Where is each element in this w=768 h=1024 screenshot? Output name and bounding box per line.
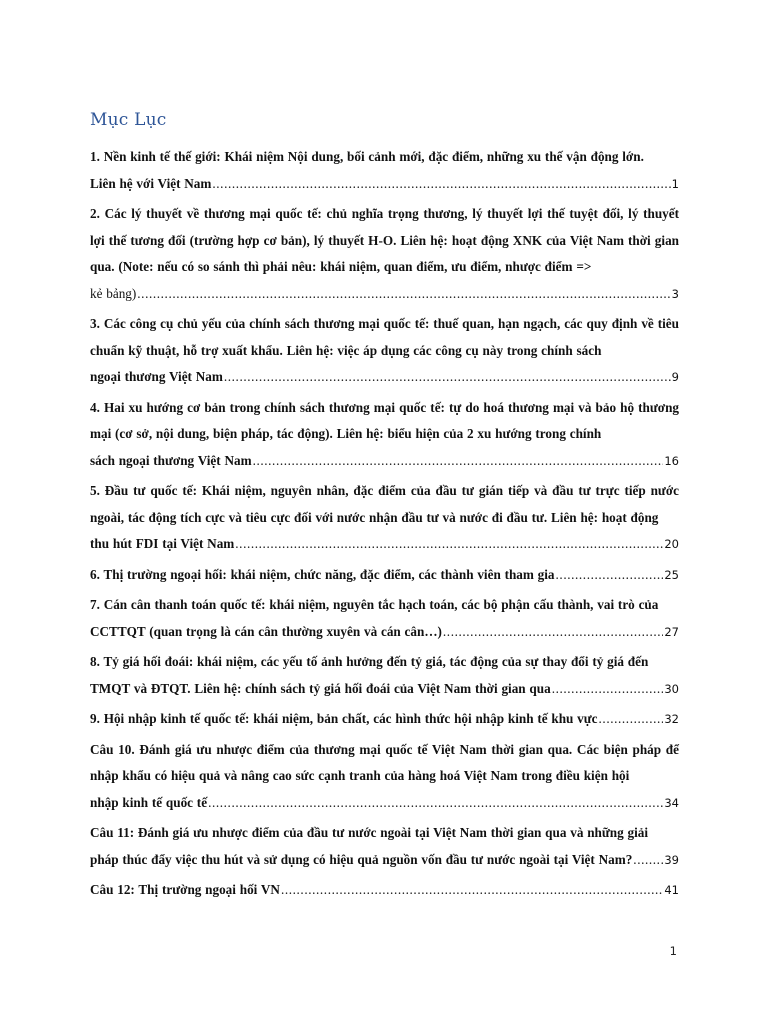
toc-entry-tail: Câu 12: Thị trường ngoại hối VN: [90, 882, 280, 897]
dot-leader: [208, 790, 663, 817]
dot-leader: [443, 619, 663, 646]
toc-entry-text: 3. Các công cụ chủ yếu của chính sách thương mại quốc tế: thuế quan, hạn ngạch, các quy định về tiêu chuẩn kỹ thuật, hỗ trợ xuất khẩu. Liên hệ: việc áp dụng các công cụ này trong chính sách: [90, 316, 679, 358]
dot-leader: [253, 448, 664, 475]
toc-entry-last-line: [90, 877, 679, 904]
toc-page-number: 32: [664, 712, 679, 726]
toc-page-number: 3: [671, 286, 679, 301]
toc-entry-11[interactable]: [90, 820, 679, 873]
toc-entry-text: 4. Hai xu hướng cơ bản trong chính sách thương mại quốc tế: tự do hoá thương mại và bảo hộ thương mại (cơ sở, nội dung, biện pháp, tác động). Liên hệ: biểu hiện của 2 xu hướng trong chính: [90, 399, 679, 441]
table-of-contents: [90, 144, 679, 908]
toc-entry-last-line: [90, 790, 679, 817]
toc-entry-10[interactable]: [90, 737, 679, 817]
toc-entry-tail: thu hút FDI tại Việt Nam: [90, 536, 235, 551]
toc-entry-12[interactable]: [90, 877, 679, 904]
toc-entry-text: 1. Nền kinh tế thế giới: Khái niệm Nội dung, bối cảnh mới, đặc điểm, những xu thế vận động lớn.: [90, 149, 644, 164]
toc-entry-9[interactable]: [90, 706, 679, 733]
toc-entry-7[interactable]: [90, 592, 679, 645]
toc-entry-2[interactable]: [90, 201, 679, 307]
toc-entry-last-line: [90, 619, 679, 646]
toc-entry-tail: CCTTQT (quan trọng là cán cân thường xuyên và cán cân…): [90, 623, 442, 639]
toc-entry-text: 8. Tỷ giá hối đoái: khái niệm, các yếu tố ảnh hưởng đến tỷ giá, tác động của sự thay đổi tỷ giá đến: [90, 654, 649, 669]
toc-entry-tail: sách ngoại thương Việt Nam: [90, 452, 252, 468]
toc-entry-last-line: [90, 676, 679, 703]
toc-entry-tail: 9. Hội nhập kinh tế quốc tế: khái niệm, bản chất, các hình thức hội nhập kinh tế khu vực: [90, 711, 598, 726]
toc-entry-text: 5. Đầu tư quốc tế: Khái niệm, nguyên nhân, đặc điểm của đầu tư gián tiếp và đầu tư trực tiếp nước ngoài, tác động tích cực và tiêu cực đối với nước nhận đầu tư và nước đi đầu tư. Liên hệ: hoạt động: [90, 483, 679, 525]
toc-entry-text: Câu 11: Đánh giá ưu nhược điểm của đầu tư nước ngoài tại Việt Nam thời gian qua và những giải: [90, 825, 649, 840]
dot-leader: [633, 847, 663, 874]
toc-page-number: 39: [664, 852, 679, 867]
toc-entry-tail: ngoại thương Việt Nam: [90, 369, 223, 384]
toc-entry-5[interactable]: [90, 478, 679, 558]
toc-entry-last-line: [90, 847, 679, 874]
toc-entry-last-line: [90, 562, 679, 589]
toc-page-number: 30: [664, 681, 679, 696]
toc-entry-last-line: [90, 281, 679, 308]
toc-entry-6[interactable]: [90, 562, 679, 589]
toc-title: Mục Lục: [90, 110, 167, 130]
toc-entry-tail: nhập kinh tế quốc tế: [90, 794, 208, 810]
dot-leader: [281, 877, 663, 904]
toc-page-number: 20: [664, 537, 679, 551]
toc-entry-last-line: [90, 706, 679, 733]
toc-entry-tail: pháp thúc đẩy việc thu hút và sử dụng có hiệu quả nguồn vốn đầu tư nước ngoài tại Việt Nam?: [90, 851, 633, 867]
dot-leader: [137, 281, 670, 308]
toc-entry-text: 7. Cán cân thanh toán quốc tế: khái niệm, nguyên tắc hạch toán, các bộ phận cấu thành, vai trò của: [90, 597, 659, 612]
toc-entry-text: Câu 10. Đánh giá ưu nhược điểm của thương mại quốc tế Việt Nam thời gian qua. Các biện pháp để nhập khẩu có hiệu quả và nâng cao sức cạnh tranh của hàng hoá Việt Nam trong điều kiện hội: [90, 741, 679, 783]
dot-leader: [599, 706, 664, 733]
page-number: 1: [669, 944, 677, 958]
toc-entry-tail: TMQT và ĐTQT. Liên hệ: chính sách tỷ giá hối đoái của Việt Nam thời gian qua: [90, 680, 551, 696]
toc-entry-last-line: [90, 171, 679, 198]
toc-page-number: 16: [664, 453, 679, 468]
dot-leader: [224, 364, 671, 391]
toc-entry-8[interactable]: [90, 649, 679, 702]
toc-entry-text: 2. Các lý thuyết về thương mại quốc tế: chủ nghĩa trọng thương, lý thuyết lợi thế tuyệt đối, lý thuyết lợi thế tương đối (trường hợp cơ bản), lý thuyết H-O. Liên hệ: hoạt động XNK của Việt Nam thời gian qua. (Note: nếu có so sánh thì phải nêu: khái niệm, quan điểm, ưu điểm, nhược điểm =>: [90, 206, 679, 274]
toc-entry-1[interactable]: [90, 144, 679, 197]
dot-leader: [212, 171, 670, 198]
toc-page-number: 27: [664, 624, 679, 639]
toc-entry-4[interactable]: [90, 395, 679, 475]
dot-leader: [556, 562, 664, 589]
toc-page-number: 25: [664, 567, 679, 582]
dot-leader: [235, 531, 663, 558]
dot-leader: [552, 676, 664, 703]
toc-entry-last-line: [90, 531, 679, 558]
toc-page-number: 41: [664, 883, 679, 897]
toc-entry-3[interactable]: [90, 311, 679, 391]
toc-page-number: 34: [664, 795, 679, 810]
toc-page-number: 9: [671, 370, 679, 384]
toc-entry-tail: 6. Thị trường ngoại hối: khái niệm, chức năng, đặc điểm, các thành viên tham gia: [90, 566, 555, 582]
toc-entry-tail: Liên hệ với Việt Nam: [90, 175, 212, 191]
toc-entry-last-line: [90, 448, 679, 475]
toc-entry-tail: kẻ bảng): [90, 285, 137, 301]
toc-page-number: 1: [671, 176, 679, 191]
toc-entry-last-line: [90, 364, 679, 391]
